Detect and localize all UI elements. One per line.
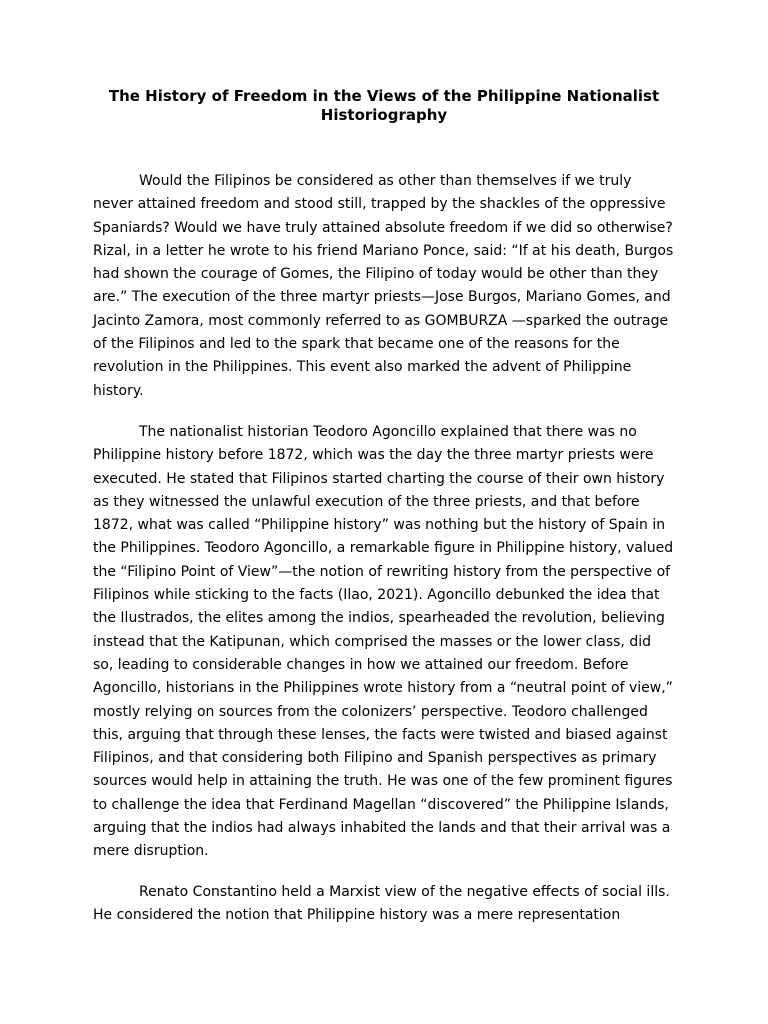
paragraph-3: Renato Constantino held a Marxist view of the negative effects of social ills. He considered the notion that Philippine history was a mere representation bbox=[93, 884, 670, 924]
paragraph-2: The nationalist historian Teodoro Agoncillo explained that there was no Philippine history before 1872, which was the day the three martyr priests were executed. He stated that Filipinos started charting the course of their own history as they witnessed the unlawful execution of the three priests, and that before 1872, what was called “Philippine history” was nothing but the history of Spain in the Philippines. Teodoro Agoncillo, a remarkable figure in Philippine history, valued the “Filipino Point of View”—the notion of rewriting history from the perspective of Filipinos while sticking to the facts (Ilao, 2021). Agoncillo debunked the idea that the Ilustrados, the elites among the indios, spearheaded the revolution, believing instead that the Katipunan, which comprised the masses or the lower class, did so, leading to considerable changes in how we attained our freedom. Before Agoncillo, historians in the Philippines wrote history from a “neutral point of view,” mostly relying on sources from the colonizers’ perspective. Teodoro challenged this, arguing that through these lenses, the facts were twisted and biased against Filipinos, and that considering both Filipino and Spanish perspectives as primary sources would help in attaining the truth. He was one of the few prominent figures to challenge the idea that Ferdinand Magellan “discovered” the Philippine Islands, arguing that the indios had always inhabited the lands and that their arrival was a mere disruption. bbox=[93, 424, 674, 860]
document-title: The History of Freedom in the Views of the Philippine Nationalist Historiography bbox=[108, 87, 660, 124]
paragraph-1: Would the Filipinos be considered as other than themselves if we truly never attained freedom and stood still, trapped by the shackles of the oppressive Spaniards? Would we have truly attained absolute freedom if we did so otherwise? Rizal, in a letter he wrote to his friend Mariano Ponce, said: “If at his death, Burgos had shown the courage of Gomes, the Filipino of today would be other than they are.” The execution of the three martyr priests—Jose Burgos, Mariano Gomes, and Jacinto Zamora, most commonly referred to as GOMBURZA —sparked the outrage of the Filipinos and led to the spark that became one of the reasons for the revolution in the Philippines. This event also marked the advent of Philippine history. bbox=[93, 173, 674, 399]
